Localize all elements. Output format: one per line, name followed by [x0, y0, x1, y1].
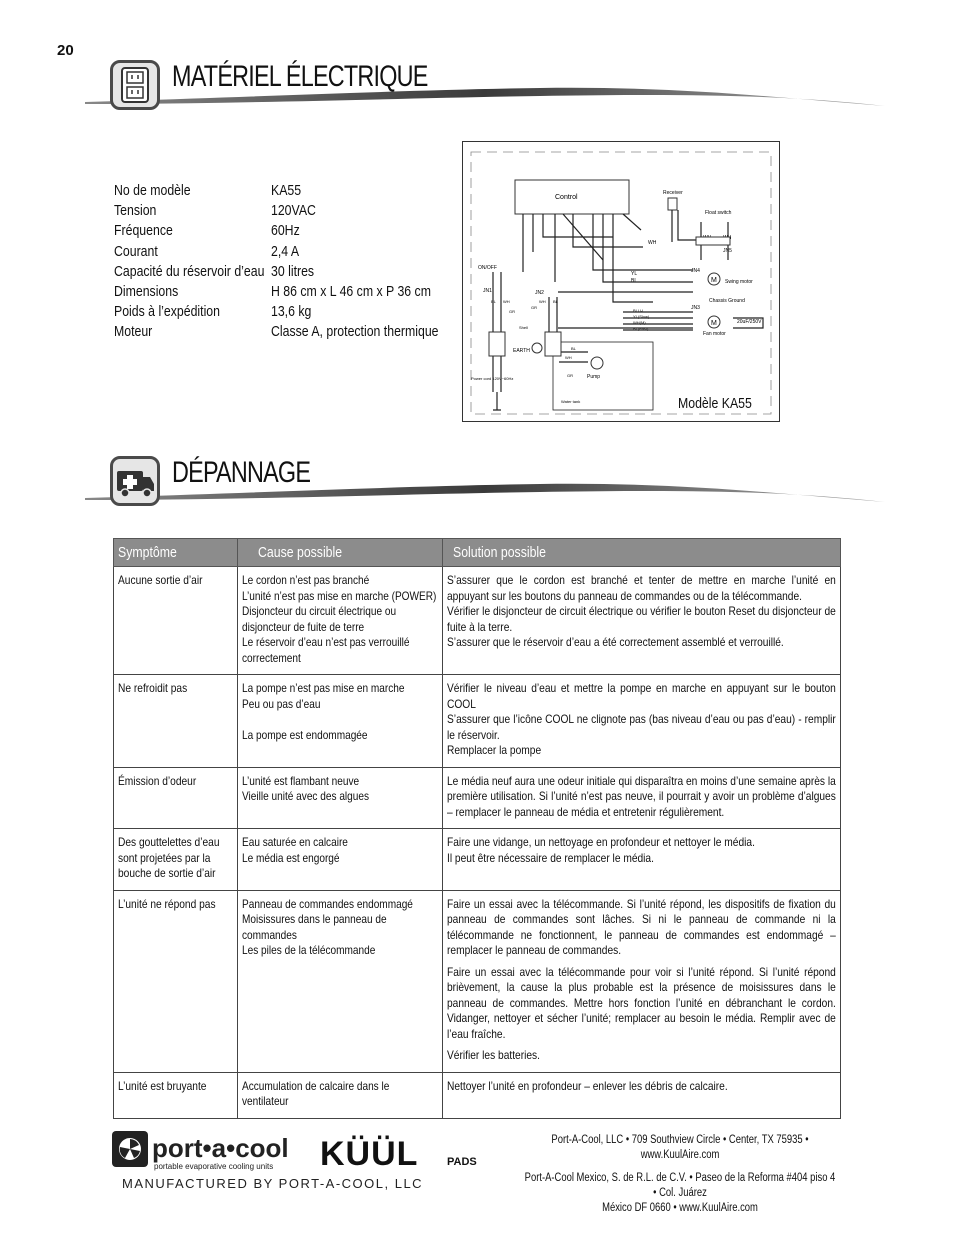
spec-row: [114, 262, 475, 282]
brand-portacool: port•a•cool: [152, 1133, 289, 1163]
diagram-label-power-cord: Power cord 120V~60Hz: [471, 376, 514, 381]
specs-list: [114, 181, 475, 343]
table-row: [114, 1072, 841, 1118]
cause-line: Peu ou pas d’eau: [242, 696, 321, 711]
spec-label: Poids à l’expédition: [114, 303, 220, 321]
diagram-label-water-tank: Water tank: [561, 399, 581, 404]
spec-value: 120VAC: [271, 202, 316, 220]
spec-label: No de modèle: [114, 182, 191, 199]
spec-label: Capacité du réservoir d’eau: [114, 262, 265, 280]
solution-line: Il peut être nécessaire de remplacer le média.: [447, 850, 654, 865]
cause-line: Le réservoir d’eau n’est pas verrouillé correctement: [242, 635, 410, 665]
diagram-label-bl3: BL: [553, 299, 558, 304]
diagram-label-chassis-ground: Chassis Ground: [709, 298, 745, 304]
spec-value: 60Hz: [271, 222, 300, 240]
table-row: [114, 675, 841, 768]
solution-line: Faire une vidange, un nettoyage en profondeur et nettoyer le média.: [447, 835, 755, 849]
brand-kuul: KÜÜL: [320, 1135, 419, 1173]
solution-cell: [443, 767, 841, 829]
cause-line: Le média est engorgé: [242, 850, 340, 865]
spec-value: 13,6 kg: [271, 303, 312, 321]
spec-value: 30 litres: [271, 262, 315, 280]
diagram-label-wh3: WH: [648, 240, 657, 246]
spec-row: [114, 221, 475, 241]
diagram-caption: Modèle KA55: [678, 395, 752, 412]
solution-line: Le média neuf aura une odeur initiale qui disparaîtra en moins d’une semaine après la première utilisation. Si l’unité n’est pas neuve, il pourrait y avoir un problème d’algues – remplacer le panneau de média et entretenir régulièrement.: [447, 773, 836, 819]
solution-cell: [443, 675, 841, 768]
diagram-label-onoff: ON/OFF: [478, 265, 497, 271]
solution-line: Vérifier les batteries.: [447, 1048, 540, 1062]
diagram-label-gr1: GR: [509, 309, 515, 314]
symptom-text: Émission d’odeur: [118, 773, 197, 788]
diagram-label-fan-m: M: [711, 320, 717, 327]
diagram-label-bl2: BL: [491, 299, 496, 304]
solution-cell: [443, 829, 841, 891]
solution-cell: [443, 567, 841, 675]
diagram-label-wh6: WH: [565, 355, 572, 360]
spec-row: [114, 201, 475, 221]
diagram-label-bl-fast: BL(Fast): [633, 326, 649, 331]
spec-row: [114, 242, 475, 262]
symptom-cell: [114, 890, 238, 1072]
spec-label: Fréquence: [114, 222, 173, 240]
table-row: [114, 829, 841, 891]
solution-line: Nettoyer l’unité en profondeur – enlever les débris de calcaire.: [447, 1078, 728, 1093]
address-line-1: Port-A-Cool, LLC • 709 Southview Circle • Center, TX 75935 • www.KuulAire.com: [551, 1134, 809, 1161]
diagram-label-yl-slow: YL(Slow): [633, 314, 650, 319]
diagram-label-earth: EARTH: [513, 348, 530, 354]
solution-cell: [443, 1072, 841, 1118]
brand-logos: [112, 1125, 482, 1175]
spec-row: [114, 282, 475, 302]
brand-pads: PADS: [447, 1156, 477, 1168]
cause-line: Accumulation de calcaire dans le ventilateur: [242, 1078, 390, 1108]
cause-line: La pompe est endommagée: [242, 727, 368, 742]
diagram-label-yl: YL: [631, 271, 638, 277]
page-number: 20: [57, 42, 74, 59]
solution-line: Remplacer la pompe: [447, 743, 542, 757]
diagram-label-jn1: JN1: [483, 288, 492, 294]
diagram-label-blu-l: BLU-L: [633, 308, 645, 313]
cause-cell: [238, 567, 443, 675]
spec-label: Tension: [114, 202, 157, 220]
symptom-cell: [114, 567, 238, 675]
solution-cell: [443, 890, 841, 1072]
spec-value: 2,4 A: [271, 242, 300, 260]
ambulance-icon: [110, 456, 160, 506]
symptom-cell: [114, 767, 238, 829]
header-solution: Solution possible: [443, 539, 841, 567]
cause-cell: [238, 1072, 443, 1118]
header-symptom: Symptôme: [114, 539, 238, 567]
electrical-outlet-icon: [110, 60, 160, 110]
diagram-label-wh-m: WH(M): [633, 320, 646, 325]
cause-line: Les piles de la télécommande: [242, 943, 376, 957]
diagram-label-gr3: GR: [567, 373, 573, 378]
spec-value: H 86 cm x L 46 cm x P 36 cm: [271, 283, 431, 301]
troubleshooting-table: [113, 538, 841, 1119]
brand-tagline: portable evaporative cooling units: [154, 1162, 274, 1171]
spec-label: Moteur: [114, 323, 153, 341]
symptom-cell: [114, 829, 238, 891]
diagram-label-swing-m: M: [711, 277, 717, 284]
diagram-label-swing-motor: Swing motor: [725, 279, 753, 285]
symptom-cell: [114, 675, 238, 768]
solution-line: S’assurer que l’icône COOL ne clignote pas (bas niveau d’eau ou pas d’eau) - remplir le réservoir.: [447, 712, 836, 742]
electrical-section-title: MATÉRIEL ÉLECTRIQUE: [172, 60, 428, 93]
diagram-label-jn5: JN5: [723, 248, 732, 254]
electrical-section-header: [80, 58, 890, 128]
diagram-label-fan-motor: Fan motor: [703, 331, 726, 337]
address-line-3: México DF 0660 • www.KuulAire.com: [602, 1202, 758, 1214]
manufactured-by: MANUFACTURED BY PORT-A-COOL, LLC: [122, 1176, 424, 1191]
spec-label: Courant: [114, 242, 158, 260]
diagram-label-bl4: BL: [571, 346, 576, 351]
diagram-label-control: Control: [555, 194, 578, 201]
diagram-label-gr2: GR: [531, 305, 537, 310]
table-row: [114, 767, 841, 829]
cause-line: L’unité n’est pas mise en marche (POWER): [242, 588, 437, 603]
symptom-text: Des gouttelettes d’eau sont projetées par la bouche de sortie d’air: [118, 835, 220, 880]
spec-value: Classe A, protection thermique: [271, 323, 439, 341]
spec-row: [114, 322, 475, 342]
spec-label: Dimensions: [114, 283, 179, 301]
cause-cell: [238, 767, 443, 829]
solution-line: Faire un essai avec la télécommande. Si l’unité répond, les dispositifs de fixation du panneau de commandes sont lâches. Si ni le panneau de commande ni la télécommande ne fonctionnent, le panneau de commandes est endommagé – remplacer le panneau de commandes.: [447, 896, 836, 957]
solution-line: S’assurer que le cordon est branché et tenter de mettre en marche l’unité en appuyant sur les boutons du panneau de commandes ou de la télécommande.: [447, 573, 836, 603]
cause-line: L’unité est flambant neuve: [242, 773, 360, 788]
cause-cell: [238, 675, 443, 768]
address-line-2: Port-A-Cool Mexico, S. de R.L. de C.V. • Paseo de la Reforma #404 piso 4 • Col. Juárez: [524, 1172, 836, 1199]
spec-row: [114, 181, 475, 201]
spec-value: KA55: [271, 182, 302, 199]
diagram-label-receiver: Receiver: [663, 190, 683, 196]
symptom-text: L’unité ne répond pas: [118, 896, 216, 911]
diagram-label-jn2: JN2: [535, 290, 544, 296]
table-row: [114, 890, 841, 1072]
solution-line: S’assurer que le réservoir d’eau a été correctement assemblé et verrouillé.: [447, 635, 784, 649]
spec-row: [114, 302, 475, 322]
diagram-label-bl: BL: [631, 278, 638, 284]
diagram-label-wh4: WH: [503, 299, 510, 304]
cause-line: Eau saturée en calcaire: [242, 835, 348, 849]
trouble-section-title: DÉPANNAGE: [172, 456, 311, 489]
table-row: [114, 567, 841, 675]
solution-line: Vérifier le niveau d’eau et mettre la pompe en marche en appuyant sur le bouton COOL: [447, 681, 836, 711]
diagram-label-jn4: JN4: [691, 268, 700, 274]
cause-cell: [238, 829, 443, 891]
cause-line: Disjoncteur du circuit électrique ou disjoncteur de fuite de terre: [242, 604, 397, 634]
diagram-label-float-switch: Float switch: [705, 210, 732, 216]
diagram-label-pump: Pump: [587, 374, 601, 380]
symptom-cell: [114, 1072, 238, 1118]
symptom-text: Ne refroidit pas: [118, 681, 188, 695]
cause-line: Moisissures dans le panneau de commandes: [242, 912, 387, 942]
trouble-section-header: [80, 454, 890, 524]
cause-line: [242, 712, 438, 728]
header-cause: Cause possible: [238, 539, 443, 567]
cause-line: La pompe n’est pas mise en marche: [242, 681, 405, 695]
cause-line: Le cordon n’est pas branché: [242, 573, 370, 587]
diagram-label-shell: Shell: [519, 325, 528, 330]
wiring-diagram: [462, 141, 780, 422]
symptom-text: L’unité est bruyante: [118, 1078, 207, 1093]
diagram-label-capacitor: 20uF/250V: [737, 319, 762, 325]
diagram-label-wh5: WH: [539, 299, 546, 304]
cause-line: Vieille unité avec des algues: [242, 789, 370, 803]
table-header-row: [114, 539, 841, 567]
cause-line: Panneau de commandes endommagé: [242, 896, 413, 911]
solution-line: Vérifier le disjoncteur de circuit électrique ou vérifier le bouton Reset du disjoncteur de fuite à la terre.: [447, 604, 836, 634]
diagram-label-jn3: JN3: [691, 305, 700, 311]
solution-line: Faire un essai avec la télécommande pour voir si l’unité répond. Si l’unité répond brièvement, la cause la plus probable est la présence de moisissures dans le panneau de commandes. Mettre hors fonction l’unité en débranchant le cordon. Vidanger, nettoyer et sécher l’unité; remplacer au besoin le média. Remplir avec de l’eau fraîche.: [447, 964, 836, 1041]
cause-cell: [238, 890, 443, 1072]
footer-address: [490, 1133, 870, 1216]
wiring-diagram-drawing: [463, 142, 779, 421]
symptom-text: Aucune sortie d’air: [118, 573, 203, 587]
